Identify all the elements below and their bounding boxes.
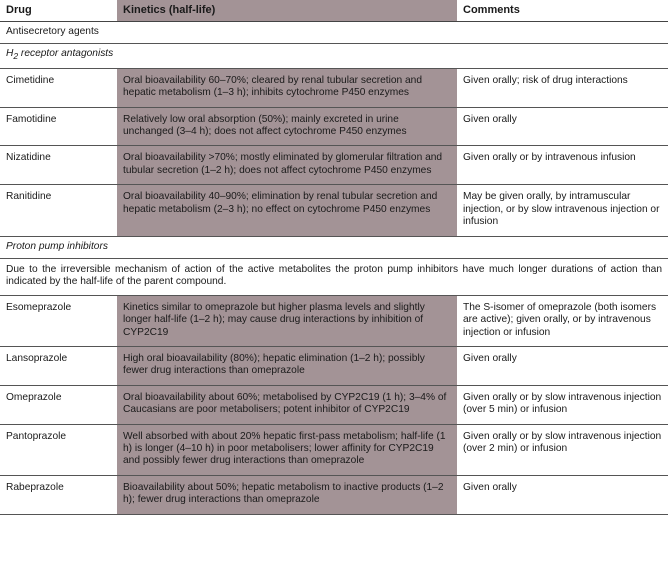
kinetics-cell: Oral bioavailability 40–90%; elimination by renal tubular secretion and hepatic metabolism (2–3 h); no effect on cytochrome P450 enzymes [117, 185, 457, 236]
table-row [0, 146, 668, 185]
section-h2-suffix: receptor antagonists [18, 48, 114, 60]
drug-cell: Cimetidine [0, 68, 117, 107]
drug-cell: Rabeprazole [0, 475, 117, 514]
kinetics-cell: Oral bioavailability >70%; mostly eliminated by glomerular filtration and tubular secretion (1–2 h); does not affect cytochrome P450 enzymes [117, 146, 457, 185]
comments-cell: May be given orally, by intramuscular injection, or by slow intravenous injection or infusion [457, 185, 668, 236]
header-comments: Comments [457, 0, 668, 22]
drug-cell: Omeprazole [0, 385, 117, 424]
comments-cell: Given orally or by slow intravenous injection (over 2 min) or infusion [457, 424, 668, 475]
kinetics-cell: High oral bioavailability (80%); hepatic elimination (1–2 h); possibly fewer drug interactions than omeprazole [117, 346, 457, 385]
header-kinetics: Kinetics (half-life) [117, 0, 457, 22]
table-row [0, 295, 668, 346]
section-row-h2 [0, 44, 668, 68]
comments-cell: Given orally [457, 475, 668, 514]
comments-cell: Given orally or by intravenous infusion [457, 146, 668, 185]
drug-cell: Nizatidine [0, 146, 117, 185]
section-row-antisecretory [0, 22, 668, 44]
comments-cell: Given orally [457, 107, 668, 146]
table-row [0, 475, 668, 514]
section-row-ppi [0, 236, 668, 258]
drug-cell: Famotidine [0, 107, 117, 146]
section-h2-antagonists [0, 44, 668, 68]
section-antisecretory: Antisecretory agents [0, 22, 668, 44]
table-row [0, 346, 668, 385]
section-h2-sub: 2 [13, 51, 19, 62]
header-drug: Drug [0, 0, 117, 22]
section-h2-prefix: H [6, 48, 14, 60]
kinetics-cell: Oral bioavailability about 60%; metabolised by CYP2C19 (1 h); 3–4% of Caucasians are poor metabolisers; potent inhibitor of CYP2C19 [117, 385, 457, 424]
table-row [0, 385, 668, 424]
ppi-note: Due to the irreversible mechanism of action of the active metabolites the proton pump inhibitors have much longer durations of action than indicated by the half-life of the parent compound. [0, 258, 668, 295]
comments-cell: Given orally or by slow intravenous injection (over 5 min) or infusion [457, 385, 668, 424]
section-proton-pump-inhibitors: Proton pump inhibitors [0, 236, 668, 258]
comments-cell: Given orally [457, 346, 668, 385]
drug-cell: Lansoprazole [0, 346, 117, 385]
kinetics-cell: Kinetics similar to omeprazole but higher plasma levels and slightly longer half-life (1–2 h); may cause drug interactions by inhibition of CYP2C19 [117, 295, 457, 346]
comments-cell: Given orally; risk of drug interactions [457, 68, 668, 107]
drug-cell: Pantoprazole [0, 424, 117, 475]
header-row [0, 0, 668, 22]
table-row [0, 107, 668, 146]
drug-cell: Ranitidine [0, 185, 117, 236]
table-row [0, 424, 668, 475]
note-row [0, 258, 668, 295]
comments-cell: The S-isomer of omeprazole (both isomers are active); given orally, or by intravenous injection or infusion [457, 295, 668, 346]
table-row [0, 68, 668, 107]
table-row [0, 185, 668, 236]
kinetics-cell: Well absorbed with about 20% hepatic first-pass metabolism; half-life (1 h) is longer (4–10 h) in poor metabolisers; lower affinity for CYP2C19 and possibly fewer drug interactions than omeprazole [117, 424, 457, 475]
kinetics-cell: Oral bioavailability 60–70%; cleared by renal tubular secretion and hepatic metabolism (1–3 h); inhibits cytochrome P450 enzymes [117, 68, 457, 107]
kinetics-cell: Relatively low oral absorption (50%); mainly excreted in urine unchanged (3–4 h); does not affect cytochrome P450 enzymes [117, 107, 457, 146]
kinetics-cell: Bioavailability about 50%; hepatic metabolism to inactive products (1–2 h); fewer drug interactions than omeprazole [117, 475, 457, 514]
drug-cell: Esomeprazole [0, 295, 117, 346]
